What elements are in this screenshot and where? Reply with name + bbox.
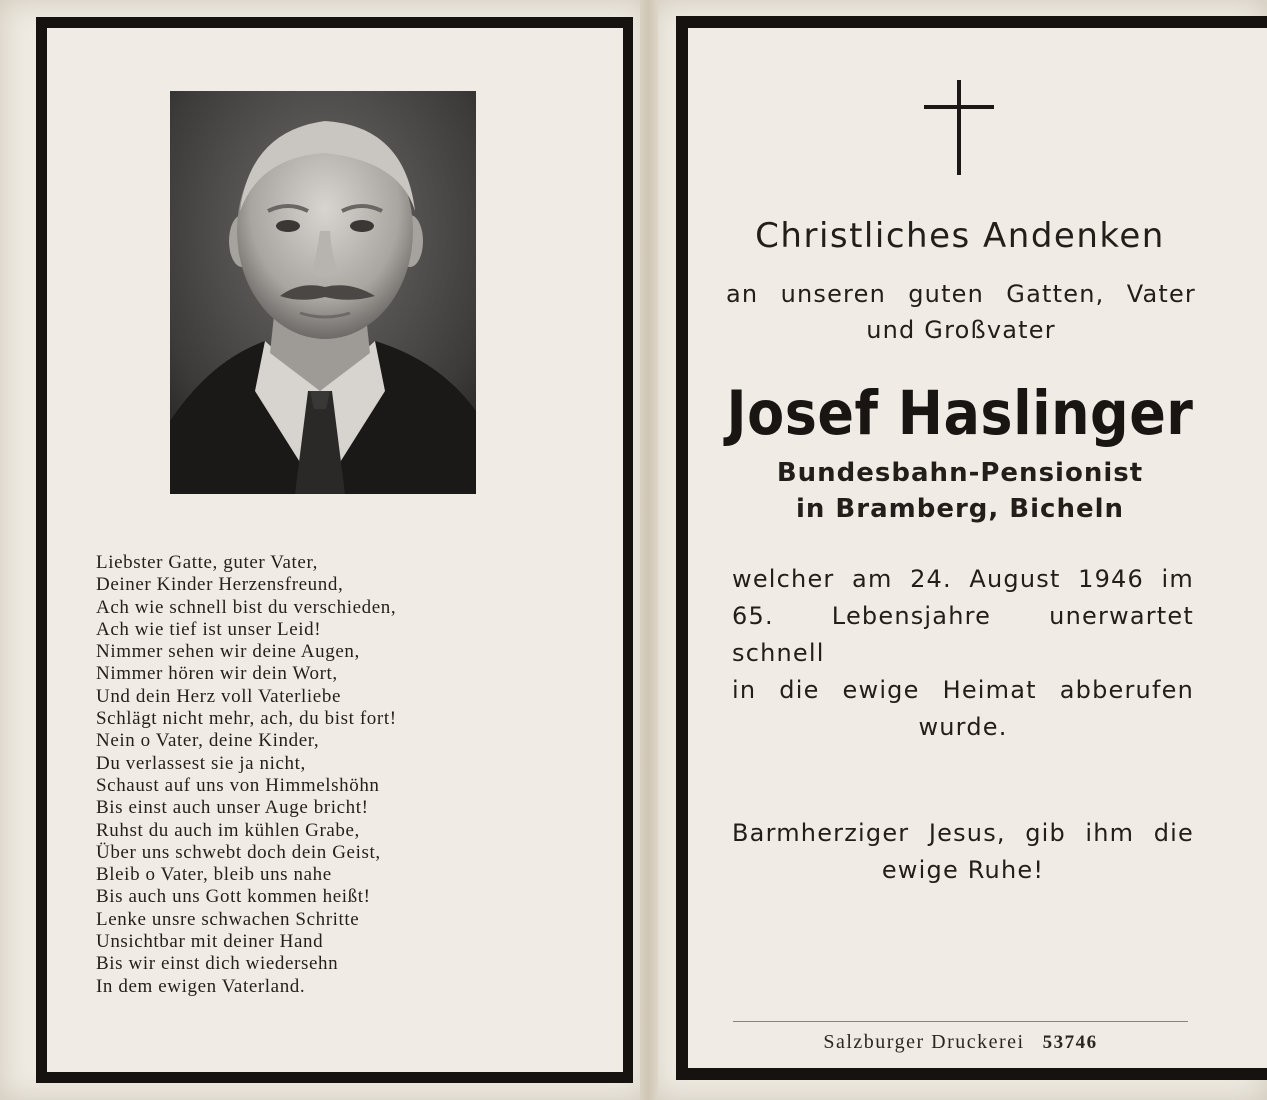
death-line: in die ewige Heimat abberufen [732, 676, 1194, 704]
poem-line: Nimmer sehen wir deine Augen, [96, 641, 360, 663]
poem-line: Ach wie tief ist unser Leid! [96, 618, 322, 640]
cross-horizontal-bar [924, 105, 994, 109]
prayer [732, 815, 1194, 889]
poem-line: Ruhst du auch im kühlen Grabe, [96, 819, 360, 841]
dedication [726, 276, 1196, 348]
printer-number: 53746 [1042, 1032, 1098, 1053]
prayer-line: ewige Ruhe! [881, 856, 1045, 884]
poem-line: Und dein Herz voll Vaterliebe [96, 685, 341, 707]
heading: Christliches Andenken [755, 216, 1165, 256]
poem-line: Liebster Gatte, guter Vater, [96, 552, 318, 573]
poem-line: In dem ewigen Vaterland. [96, 975, 306, 997]
poem [96, 552, 566, 998]
dedication-line: und Großvater [866, 316, 1056, 344]
poem-line: Ach wie schnell bist du verschieden, [96, 596, 397, 618]
prayer-line: Barmherziger Jesus, gib ihm die [732, 819, 1194, 847]
poem-line: Nein o Vater, deine Kinder, [96, 730, 320, 752]
printer-imprint [733, 1031, 1188, 1054]
death-notice [732, 561, 1194, 746]
poem-line: Nimmer hören wir dein Wort, [96, 663, 338, 685]
poem-line: Du verlassest sie ja nicht, [96, 752, 306, 774]
occupation: Bundesbahn-Pensionist [776, 458, 1144, 488]
cross-vertical-bar [957, 80, 961, 175]
poem-line: Deiner Kinder Herzensfreund, [96, 574, 344, 596]
portrait-image [170, 91, 476, 494]
poem-line: Unsichtbar mit deiner Hand [96, 931, 324, 953]
cross-icon [924, 80, 994, 175]
poem-line: Bis einst auch unser Auge bricht! [96, 797, 369, 819]
poem-line: Bleib o Vater, bleib uns nahe [96, 864, 332, 886]
footer-divider [733, 1021, 1188, 1022]
poem-line: Lenke unsre schwachen Schritte [96, 908, 360, 930]
death-line: wurde. [918, 713, 1008, 741]
portrait-photo [170, 91, 476, 494]
card-fold [640, 0, 658, 1100]
residence: in Bramberg, Bicheln [795, 494, 1125, 524]
poem-line: Über uns schwebt doch dein Geist, [96, 841, 381, 863]
right-mourning-border [676, 16, 1267, 1080]
dedication-line: an unseren guten Gatten, Vater [726, 280, 1196, 308]
death-line: 65. Lebensjahre unerwartet schnell [732, 602, 1194, 667]
poem-line: Schaust auf uns von Himmelshöhn [96, 774, 380, 796]
poem-line: Bis auch uns Gott kommen heißt! [96, 886, 371, 908]
occupation-block [720, 455, 1200, 527]
poem-line: Bis wir einst dich wiedersehn [96, 953, 339, 975]
deceased-name: Josef Haslinger [726, 378, 1194, 449]
poem-line: Schlägt nicht mehr, ach, du bist fort! [96, 708, 397, 730]
death-line: welcher am 24. August 1946 im [732, 565, 1194, 593]
printer-name: Salzburger Druckerei [823, 1031, 1025, 1053]
